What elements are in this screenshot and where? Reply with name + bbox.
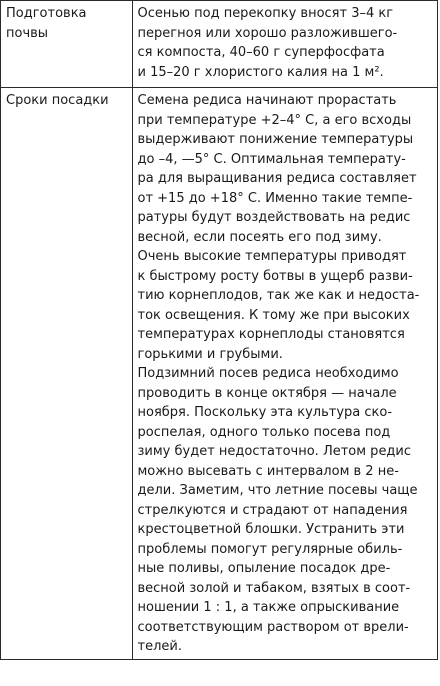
- row-content-line: телей.: [137, 639, 182, 654]
- row-content-line: и 15–20 г хлористого калия на 1 м².: [137, 64, 384, 80]
- row-content-line: зиму будет недостаточно. Летом редис: [137, 444, 412, 459]
- row-label-cell: [1, 1, 133, 88]
- row-label-cell: [1, 88, 133, 660]
- row-content-line: Очень высокие температуры приводят: [137, 249, 407, 264]
- row-label-line: Сроки посадки: [6, 93, 109, 108]
- table-row-soil-preparation: [1, 1, 438, 88]
- row-content-line: от +15 до +18° С. Именно такие темпе-: [137, 190, 413, 206]
- row-content-line: ся компоста, 40–60 г суперфосфата: [137, 45, 385, 60]
- row-content-line: Семена редиса начинают прорастать: [137, 93, 397, 108]
- row-content-line: крестоцветной блошки. Устранить эти: [137, 522, 405, 537]
- row-content-line: весной золой и табаком, взятых в соот-: [137, 580, 411, 596]
- row-content-line: дели. Заметим, что летние посевы чаще: [137, 483, 418, 498]
- row-content-cell: [132, 1, 438, 88]
- row-content-line: Осенью под перекопку вносят 3–4 кг: [137, 6, 394, 21]
- row-content-line: при температуре +2–4° С, а его всходы: [137, 112, 412, 128]
- row-label-line: почвы: [6, 25, 49, 41]
- row-label-line: Подготовка: [6, 6, 87, 21]
- row-content-line: Подзимний посев редиса необходимо: [137, 366, 399, 381]
- row-content-line: ратуры будут воздействовать на редис: [137, 210, 411, 225]
- row-content-cell: [132, 88, 438, 660]
- row-content-line: роспелая, одного только посева под: [137, 424, 391, 440]
- row-content-line: ные поливы, опыление посадок дре-: [137, 561, 391, 576]
- row-content-line: можно высевать с интервалом в 2 не-: [137, 463, 399, 479]
- row-content-line: тию корнеплодов, так же как и недоста-: [137, 288, 420, 303]
- row-content-line: температурах корнеплоды становятся: [137, 327, 405, 342]
- row-content-line: ток освещения. К тому же при высоких: [137, 307, 410, 323]
- row-content-line: весной, если посеять его под зиму.: [137, 229, 382, 245]
- row-content-line: стрелкуются и страдают от нападения: [137, 502, 408, 518]
- table-row-planting-dates: [1, 88, 438, 660]
- row-content-line: проблемы помогут регулярные обиль-: [137, 541, 403, 557]
- row-content-line: выдерживают понижение температуры: [137, 132, 414, 147]
- row-content-line: соответствующим раствором от врели-: [137, 619, 409, 635]
- row-content-line: горькими и грубыми.: [137, 346, 283, 362]
- row-content-line: до –4, —5° С. Оптимальная температу-: [137, 151, 406, 167]
- row-content-line: проводить в конце октября — начале: [137, 385, 397, 401]
- row-content-line: ра для выращивания редиса составляет: [137, 171, 417, 186]
- row-content-line: ноября. Поскольку эта культура ско-: [137, 405, 393, 420]
- row-content-line: перегноя или хорошо разложившего-: [137, 25, 398, 41]
- row-content-line: к быстрому росту ботвы в ущерб разви-: [137, 268, 413, 284]
- row-content-line: ношении 1 : 1, а также опрыскивание: [137, 600, 400, 615]
